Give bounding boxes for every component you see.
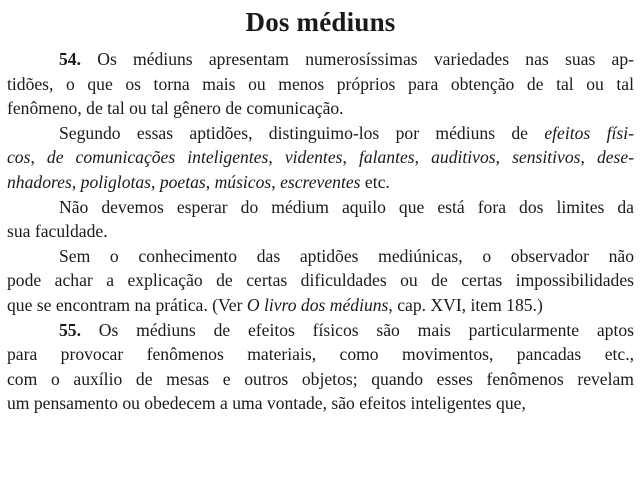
text-line bbox=[7, 391, 634, 416]
text-line bbox=[7, 367, 634, 392]
paragraph-number: 54. bbox=[59, 49, 81, 69]
italic-text: O livro dos médiuns bbox=[246, 294, 389, 315]
text-line bbox=[7, 47, 634, 72]
text-segment: , bbox=[342, 147, 359, 168]
text-segment: , bbox=[580, 147, 597, 168]
text-segment: um pensamento ou obedecem a uma vontade, são efeitos inteligentes que, bbox=[7, 393, 526, 414]
text-line bbox=[7, 244, 634, 269]
text-segment: pode achar a explicação de certas dificuldades ou de certas impossibilidades bbox=[7, 270, 634, 291]
text-segment: Os médiuns de efeitos físicos são mais particularmente aptos bbox=[81, 319, 634, 340]
paragraph bbox=[7, 47, 634, 121]
text-segment: para provocar fenômenos materiais, como movimentos, pancadas etc., bbox=[7, 344, 634, 365]
italic-text: efeitos físi- bbox=[544, 122, 634, 143]
text-segment: , bbox=[71, 171, 81, 192]
text-segment: , bbox=[268, 147, 285, 168]
text-segment: tidões, o que os torna mais ou menos próprios para obtenção de tal ou tal bbox=[7, 73, 634, 94]
text-line bbox=[7, 268, 634, 293]
italic-text: dese- bbox=[596, 147, 635, 168]
text-line bbox=[7, 318, 634, 343]
text-segment: fenômeno, de tal ou tal gênero de comunicação. bbox=[7, 98, 344, 119]
text-segment: , bbox=[205, 171, 215, 192]
page-title: Dos médiuns bbox=[245, 7, 396, 37]
text-line bbox=[7, 342, 634, 367]
paragraph bbox=[7, 195, 634, 244]
paragraph-number: 55. bbox=[59, 319, 81, 340]
italic-text: músicos bbox=[214, 171, 272, 192]
text-segment: etc. bbox=[360, 171, 390, 192]
italic-text: poetas bbox=[159, 171, 206, 192]
text-segment: com o auxílio de mesas e outros objetos; quando esses fenômenos revelam bbox=[7, 368, 634, 389]
text-line bbox=[7, 293, 634, 318]
italic-text: falantes bbox=[358, 147, 415, 168]
text-segment: , cap. XVI, item 185.) bbox=[388, 294, 543, 315]
italic-text: videntes bbox=[284, 147, 343, 168]
italic-text: nhadores bbox=[7, 171, 72, 192]
italic-text: escreventes bbox=[280, 171, 361, 192]
text-segment: que se encontram na prática. (Ver bbox=[7, 294, 247, 315]
text-line bbox=[7, 219, 634, 244]
text-line bbox=[7, 121, 634, 146]
text-segment: Os médiuns apresentam numerosíssimas variedades nas suas ap- bbox=[81, 49, 634, 69]
text-segment: , bbox=[271, 171, 281, 192]
text-segment: Segundo essas aptidões, distinguimo-los por médiuns de bbox=[59, 122, 545, 143]
italic-text: auditivos bbox=[431, 147, 496, 168]
italic-text: poliglotas bbox=[80, 171, 152, 192]
paragraph bbox=[7, 121, 634, 195]
text-line bbox=[7, 72, 634, 97]
italic-text: cos bbox=[7, 147, 31, 168]
text-line bbox=[7, 195, 634, 220]
text-segment: , bbox=[414, 147, 432, 168]
text-segment: sua faculdade. bbox=[7, 221, 108, 242]
italic-text: sensitivos bbox=[512, 147, 581, 168]
paragraph bbox=[7, 318, 634, 416]
document-body bbox=[7, 47, 634, 416]
text-segment: , bbox=[151, 171, 160, 192]
text-segment: , bbox=[30, 147, 47, 168]
text-segment: Não devemos esperar do médium aquilo que está fora dos limites da bbox=[59, 196, 634, 217]
text-line bbox=[7, 96, 634, 121]
text-line bbox=[7, 145, 634, 170]
text-segment: , bbox=[495, 147, 513, 168]
italic-text: de comunicações inteligentes bbox=[46, 147, 269, 168]
text-segment: Sem o conhecimento das aptidões mediúnicas, o observador não bbox=[59, 245, 634, 266]
paragraph bbox=[7, 244, 634, 318]
text-line bbox=[7, 170, 634, 195]
